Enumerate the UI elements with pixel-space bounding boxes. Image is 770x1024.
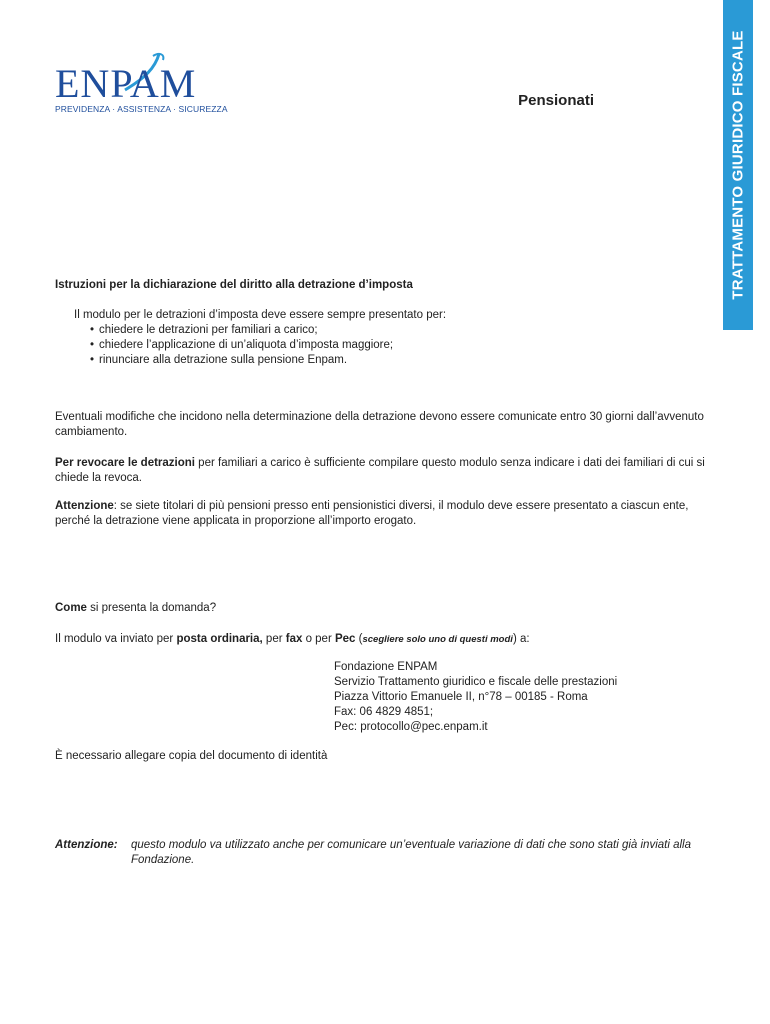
come-text: si presenta la domanda? <box>86 602 217 614</box>
logo-tagline: PREVIDENZA · ASSISTENZA · SICUREZZA <box>55 104 228 114</box>
invio-pec: Pec <box>334 633 356 645</box>
invio-note: scegliere solo uno di questi modi <box>362 634 513 645</box>
address-line: Fax: 06 4829 4851; <box>334 706 434 718</box>
final-note <box>55 838 717 868</box>
come-bold: Come <box>55 602 87 614</box>
list-item: • chiedere le detrazioni per familiari a carico; <box>90 323 393 338</box>
invio-fax: fax <box>285 633 303 645</box>
invio-text-3: o per <box>302 633 335 645</box>
invio-text-2: per <box>262 633 286 645</box>
attenzione-text: : se siete titolari di più pensioni presso enti pensionistici diversi, il modulo deve essere presentato a ciascun ente, perché la detrazione viene applicata in proporzione all’importo erogato. <box>55 500 689 527</box>
instructions-list <box>90 323 393 368</box>
logo-wordmark: ENPAM <box>55 61 197 106</box>
allegare-paragraph: È necessario allegare copia del documento di identità <box>55 750 328 762</box>
invio-text-4: ( <box>355 633 363 645</box>
page-section-title: Pensionati <box>518 92 594 109</box>
final-note-label: Attenzione: <box>55 839 118 851</box>
come-paragraph <box>55 601 717 616</box>
address-block <box>334 660 617 735</box>
modifiche-paragraph: Eventuali modifiche che incidono nella determinazione della detrazione devono essere comunicate entro 30 giorni dall’avvenuto cambiamento. <box>55 411 704 438</box>
revoca-paragraph <box>55 456 717 486</box>
invio-text-5: ) a: <box>512 633 530 645</box>
invio-posta: posta ordinaria, <box>176 633 263 645</box>
enpam-logo <box>55 50 228 120</box>
instructions-intro: Il modulo per le detrazioni d’imposta deve essere sempre presentato per: <box>74 309 447 321</box>
address-line: Servizio Trattamento giuridico e fiscale delle prestazioni <box>334 676 618 688</box>
invio-paragraph <box>55 632 717 647</box>
final-note-text: questo modulo va utilizzato anche per comunicare un’eventuale variazione di dati che sono stati già inviati alla Fondazione. <box>131 839 692 866</box>
attenzione-paragraph <box>55 499 717 529</box>
list-item: • rinunciare alla detrazione sulla pensione Enpam. <box>90 353 393 368</box>
list-item: • chiedere l’applicazione di un’aliquota d’imposta maggiore; <box>90 338 393 353</box>
revoca-bold: Per revocare le detrazioni <box>55 457 195 469</box>
attenzione-bold: Attenzione <box>55 500 114 512</box>
invio-text-1: Il modulo va inviato per <box>55 633 177 645</box>
address-line: Fondazione ENPAM <box>334 661 438 673</box>
instructions-title: Istruzioni per la dichiarazione del diritto alla detrazione d’imposta <box>55 279 413 291</box>
address-line: Piazza Vittorio Emanuele II, n°78 – 00185 - Roma <box>334 691 588 703</box>
address-line: Pec: protocollo@pec.enpam.it <box>334 721 488 733</box>
sidebar-band <box>723 0 753 330</box>
revoca-text: per familiari a carico è sufficiente compilare questo modulo senza indicare i dati dei familiari di cui si chiede la revoca. <box>55 457 705 484</box>
sidebar-label: TRATTAMENTO GIURIDICO FISCALE <box>729 30 747 300</box>
